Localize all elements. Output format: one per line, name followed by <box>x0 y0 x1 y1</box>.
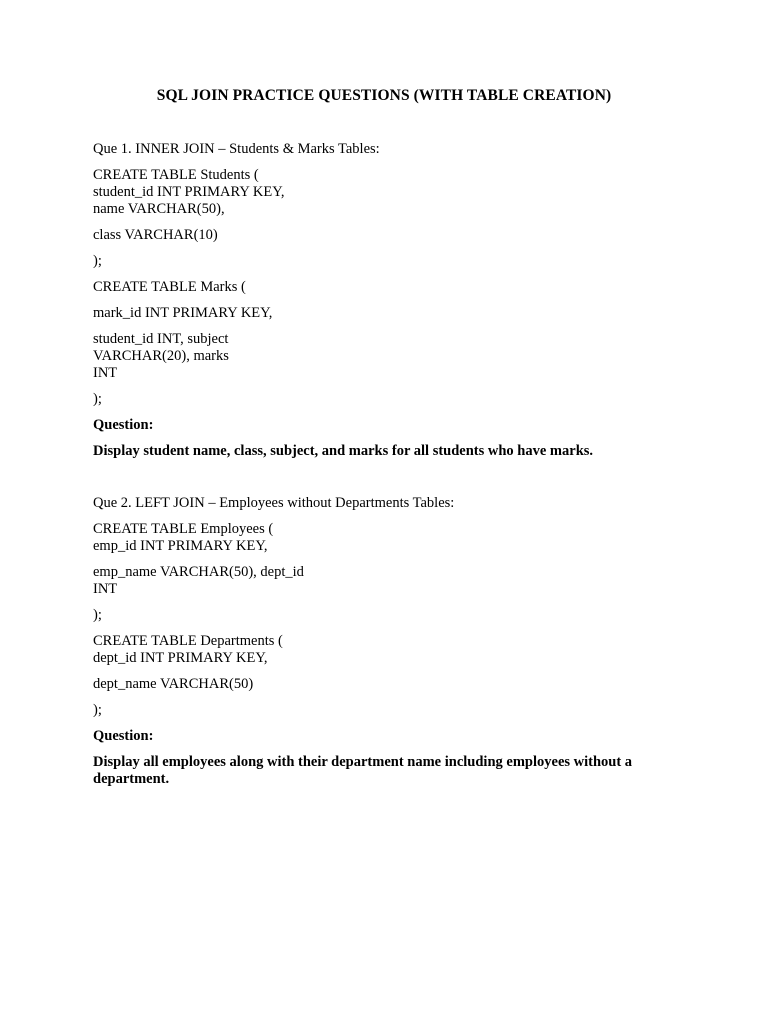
q1-create-marks: CREATE TABLE Marks ( <box>93 279 246 295</box>
q1-create-students <box>93 167 653 218</box>
q1-close-marks: ); <box>93 391 102 407</box>
q2-question-label: Question: <box>93 728 154 744</box>
q1-create-students-line2: student_id INT PRIMARY KEY, <box>93 184 285 200</box>
q2-question-text-line2: department. <box>93 771 170 787</box>
document-body <box>93 141 653 797</box>
q2-create-employees-line1: CREATE TABLE Employees ( <box>93 521 274 537</box>
q2-create-employees <box>93 521 653 555</box>
q1-class-line: class VARCHAR(10) <box>93 227 218 243</box>
q2-heading: Que 2. LEFT JOIN – Employees without Departments Tables: <box>93 495 455 511</box>
q2-create-departments <box>93 633 653 667</box>
q2-emp-name-line1: emp_name VARCHAR(50), dept_id <box>93 564 304 580</box>
q1-student-id-line2: VARCHAR(20), marks <box>93 348 229 364</box>
q1-create-students-line1: CREATE TABLE Students ( <box>93 167 259 183</box>
q2-close-employees: ); <box>93 607 102 623</box>
q2-emp-name-block <box>93 564 653 598</box>
q1-student-id-block <box>93 331 653 382</box>
q2-question-text <box>93 754 653 788</box>
q1-question-text: Display student name, class, subject, and marks for all students who have marks. <box>93 443 594 459</box>
q1-mark-id-line: mark_id INT PRIMARY KEY, <box>93 305 273 321</box>
q2-question-text-line1: Display all employees along with their department name including employees without a <box>93 754 633 770</box>
q1-create-students-line3: name VARCHAR(50), <box>93 201 225 217</box>
document-title: SQL JOIN PRACTICE QUESTIONS (WITH TABLE CREATION) <box>156 87 612 104</box>
q2-create-employees-line2: emp_id INT PRIMARY KEY, <box>93 538 268 554</box>
q1-question-label: Question: <box>93 417 154 433</box>
q2-close-departments: ); <box>93 702 102 718</box>
q2-create-departments-line2: dept_id INT PRIMARY KEY, <box>93 650 268 666</box>
q1-heading: Que 1. INNER JOIN – Students & Marks Tables: <box>93 141 380 157</box>
q2-create-departments-line1: CREATE TABLE Departments ( <box>93 633 283 649</box>
q1-close-students: ); <box>93 253 102 269</box>
q1-student-id-line3: INT <box>93 365 118 381</box>
q2-dept-name-line: dept_name VARCHAR(50) <box>93 676 254 692</box>
q1-student-id-line1: student_id INT, subject <box>93 331 229 347</box>
q2-emp-name-line2: INT <box>93 581 118 597</box>
